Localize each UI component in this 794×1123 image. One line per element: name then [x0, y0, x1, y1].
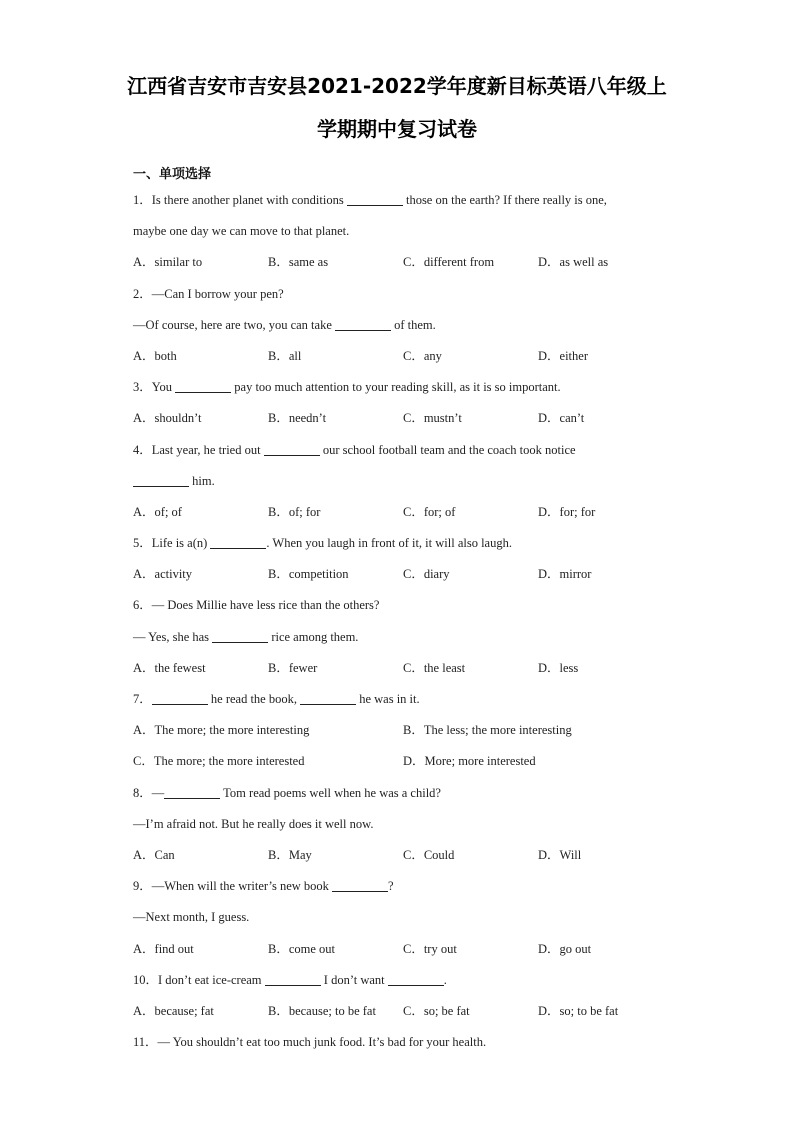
- question-text: 5．Life is a(n): [133, 536, 211, 551]
- answer-blank: [210, 534, 266, 549]
- answer-blank: [152, 690, 208, 705]
- answer-option: A．of; of: [133, 504, 182, 519]
- question-text: 6．— Does Millie have less rice than the others?: [133, 598, 380, 613]
- question-text-line: [133, 622, 673, 653]
- answer-option: B．fewer: [268, 660, 318, 675]
- answer-blank: [264, 441, 320, 456]
- option-row: [133, 934, 673, 965]
- answer-option: B．needn’t: [268, 411, 327, 426]
- document-title-line-2: 学期期中复习试卷: [317, 117, 477, 141]
- option-row: [133, 996, 673, 1027]
- question-text-line: [133, 372, 673, 403]
- question-text: he read the book,: [207, 692, 301, 706]
- answer-option: A．Can: [133, 847, 175, 862]
- answer-option: D．as well as: [538, 255, 609, 270]
- question-text: rice among them.: [268, 629, 359, 644]
- question-text: he was in it.: [356, 692, 420, 706]
- question-text: 8．—: [133, 785, 165, 800]
- question-text-line: [133, 902, 673, 933]
- answer-blank: [212, 628, 268, 643]
- answer-option: B．because; to be fat: [268, 1003, 376, 1018]
- question-text: of them.: [391, 317, 436, 332]
- answer-option: B．all: [268, 348, 302, 363]
- answer-blank: [335, 316, 391, 331]
- option-row: [133, 715, 673, 746]
- answer-option: A．find out: [133, 941, 194, 956]
- answer-option: C．The more; the more interested: [133, 754, 305, 769]
- question-text: Tom read poems well when he was a child?: [220, 785, 441, 800]
- answer-option: B．come out: [268, 941, 336, 956]
- answer-option: C．diary: [403, 567, 450, 582]
- question-text-line: [133, 684, 673, 715]
- answer-blank: [347, 191, 403, 206]
- question-text: — Yes, she has: [133, 629, 213, 644]
- question-text: 1．Is there another planet with conditions: [133, 193, 347, 207]
- answer-blank: [388, 971, 444, 986]
- question-text-line: [133, 310, 673, 341]
- question-text: 10．I don’t eat ice-cream: [133, 972, 265, 987]
- question-text: 11．— You shouldn’t eat too much junk food. It’s bad for your health.: [133, 1035, 487, 1050]
- answer-blank: [332, 877, 388, 892]
- answer-option: D．either: [538, 348, 588, 363]
- question-text-line: [133, 528, 673, 559]
- answer-blank: [164, 784, 220, 799]
- question-text: —Of course, here are two, you can take: [133, 317, 335, 332]
- option-row: [133, 559, 673, 590]
- answer-option: A．because; fat: [133, 1003, 214, 1018]
- answer-option: C．so; be fat: [403, 1003, 470, 1018]
- option-row: [133, 653, 673, 684]
- answer-option: C．the least: [403, 660, 466, 675]
- option-row: [133, 840, 673, 871]
- option-row: [133, 746, 673, 777]
- question-text-line: [133, 778, 673, 809]
- answer-option: C．try out: [403, 941, 457, 956]
- answer-option: D．More; more interested: [403, 754, 536, 769]
- answer-option: D．so; to be fat: [538, 1003, 619, 1018]
- answer-option: C．any: [403, 348, 442, 363]
- answer-option: B．same as: [268, 255, 329, 270]
- answer-option: C．different from: [403, 255, 495, 270]
- option-row: [133, 403, 673, 434]
- question-text: 2．—Can I borrow your pen?: [133, 286, 284, 301]
- answer-option: B．competition: [268, 567, 349, 582]
- answer-option: C．mustn’t: [403, 411, 462, 426]
- question-text: .: [443, 972, 447, 987]
- question-text: 9．—When will the writer’s new book: [133, 879, 333, 894]
- question-text-line: [133, 185, 673, 216]
- answer-option: D．can’t: [538, 411, 585, 426]
- question-list: [133, 185, 673, 1058]
- answer-option: B．May: [268, 847, 312, 862]
- answer-option: B．of; for: [268, 504, 321, 519]
- question-text-line: [133, 809, 673, 840]
- option-row: [133, 341, 673, 372]
- section-heading: 一、单项选择: [133, 167, 212, 182]
- option-row: [133, 247, 673, 278]
- question-text-line: [133, 279, 673, 310]
- question-text: our school football team and the coach took notice: [319, 442, 576, 457]
- answer-option: A．similar to: [133, 255, 203, 270]
- answer-blank: [175, 378, 231, 393]
- question-text-line: [133, 435, 673, 466]
- answer-option: D．less: [538, 660, 579, 675]
- answer-option: B．The less; the more interesting: [403, 723, 572, 738]
- question-text: those on the earth? If there really is one,: [402, 193, 607, 207]
- question-text-line: [133, 965, 673, 996]
- answer-option: C．Could: [403, 847, 455, 862]
- answer-option: A．activity: [133, 567, 193, 582]
- answer-option: A．shouldn’t: [133, 411, 202, 426]
- question-text-line: [133, 871, 673, 902]
- question-text: pay too much attention to your reading skill, as it is so important.: [231, 380, 561, 395]
- question-text: —I’m afraid not. But he really does it well now.: [133, 816, 374, 831]
- answer-option: D．for; for: [538, 504, 596, 519]
- question-text-line: [133, 216, 673, 247]
- question-text: 4．Last year, he tried out: [133, 442, 264, 457]
- answer-blank: [300, 690, 356, 705]
- answer-option: D．mirror: [538, 567, 592, 582]
- question-text: ?: [388, 879, 394, 894]
- option-row: [133, 497, 673, 528]
- question-text-line: [133, 466, 673, 497]
- question-text: him.: [189, 473, 215, 488]
- answer-blank: [133, 472, 189, 487]
- answer-blank: [265, 971, 321, 986]
- question-text-line: [133, 1027, 673, 1058]
- question-text: 3．You: [133, 380, 176, 395]
- question-text: maybe one day we can move to that planet.: [133, 224, 350, 239]
- document-title-line-1: 江西省吉安市吉安县2021-2022学年度新目标英语八年级上: [127, 74, 667, 98]
- answer-option: A．the fewest: [133, 660, 206, 675]
- question-text: 7．: [133, 692, 152, 706]
- answer-option: A．The more; the more interesting: [133, 723, 310, 738]
- answer-option: D．go out: [538, 941, 592, 956]
- question-text: . When you laugh in front of it, it will also laugh.: [266, 536, 512, 551]
- answer-option: D．Will: [538, 847, 582, 862]
- question-text: —Next month, I guess.: [133, 910, 250, 925]
- question-text: I don’t want: [320, 972, 388, 987]
- answer-option: C．for; of: [403, 504, 456, 519]
- answer-option: A．both: [133, 348, 177, 363]
- question-text-line: [133, 590, 673, 621]
